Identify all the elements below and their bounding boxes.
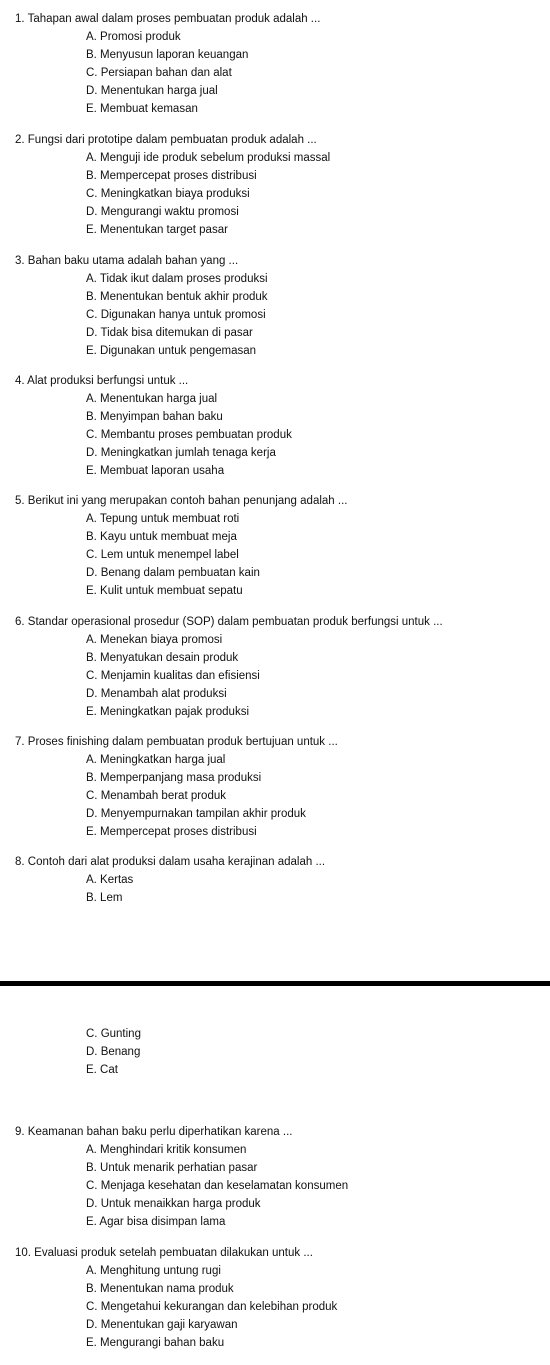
answer-option: A. Meningkatkan harga jual bbox=[86, 754, 226, 766]
answer-option: B. Lem bbox=[86, 892, 123, 904]
answer-option: D. Menentukan harga jual bbox=[86, 85, 218, 97]
answer-option: A. Tepung untuk membuat roti bbox=[86, 513, 240, 525]
question-text: 3. Bahan baku utama adalah bahan yang ... bbox=[15, 255, 239, 267]
answer-option: B. Menyatukan desain produk bbox=[86, 652, 239, 664]
answer-option: C. Menjaga kesehatan dan keselamatan konsumen bbox=[86, 1180, 349, 1192]
answer-option: A. Tidak ikut dalam proses produksi bbox=[86, 273, 268, 285]
answer-option: D. Meningkatkan jumlah tenaga kerja bbox=[86, 447, 276, 459]
answer-option: A. Menghitung untung rugi bbox=[86, 1265, 221, 1277]
answer-option: E. Meningkatkan pajak produksi bbox=[86, 706, 250, 718]
answer-option: C. Mengetahui kekurangan dan kelebihan produk bbox=[86, 1301, 338, 1313]
answer-option: C. Lem untuk menempel label bbox=[86, 549, 239, 561]
answer-option: B. Memperpanjang masa produksi bbox=[86, 772, 262, 784]
answer-option: E. Mempercepat proses distribusi bbox=[86, 826, 257, 838]
question-block bbox=[0, 733, 550, 841]
answer-option: A. Promosi produk bbox=[86, 31, 181, 43]
question-text: 9. Keamanan bahan baku perlu diperhatikan karena ... bbox=[15, 1126, 293, 1138]
question-block-continued bbox=[0, 1025, 550, 1079]
question-text: 1. Tahapan awal dalam proses pembuatan produk adalah ... bbox=[15, 13, 321, 25]
answer-option: D. Menyempurnakan tampilan akhir produk bbox=[86, 808, 306, 820]
question-block bbox=[0, 131, 550, 239]
answer-option: C. Meningkatkan biaya produksi bbox=[86, 188, 250, 200]
question-text: 6. Standar operasional prosedur (SOP) dalam pembuatan produk berfungsi untuk ... bbox=[15, 616, 443, 628]
question-text: 8. Contoh dari alat produksi dalam usaha kerajinan adalah ... bbox=[15, 856, 326, 868]
answer-option: B. Menyusun laporan keuangan bbox=[86, 49, 249, 61]
answer-option: D. Menambah alat produksi bbox=[86, 688, 227, 700]
question-text: 10. Evaluasi produk setelah pembuatan dilakukan untuk ... bbox=[15, 1247, 313, 1259]
answer-option: D. Benang bbox=[86, 1046, 141, 1058]
question-block bbox=[0, 853, 550, 907]
question-block bbox=[0, 252, 550, 360]
answer-option: A. Menekan biaya promosi bbox=[86, 634, 223, 646]
answer-option: C. Menambah berat produk bbox=[86, 790, 226, 802]
answer-option: C. Membantu proses pembuatan produk bbox=[86, 429, 292, 441]
answer-option: E. Digunakan untuk pengemasan bbox=[86, 345, 257, 357]
question-text: 7. Proses finishing dalam pembuatan produk bertujuan untuk ... bbox=[15, 736, 338, 748]
question-text: 5. Berikut ini yang merupakan contoh bahan penunjang adalah ... bbox=[15, 495, 348, 507]
answer-option: E. Agar bisa disimpan lama bbox=[86, 1216, 226, 1228]
answer-option: A. Menguji ide produk sebelum produksi massal bbox=[86, 152, 331, 164]
answer-option: A. Kertas bbox=[86, 874, 134, 886]
question-text: 4. Alat produksi berfungsi untuk ... bbox=[15, 375, 189, 387]
answer-option: A. Menentukan harga jual bbox=[86, 393, 218, 405]
answer-option: B. Menentukan nama produk bbox=[86, 1283, 234, 1295]
answer-option: A. Menghindari kritik konsumen bbox=[86, 1144, 247, 1156]
answer-option: C. Persiapan bahan dan alat bbox=[86, 67, 232, 79]
answer-option: B. Mempercepat proses distribusi bbox=[86, 170, 257, 182]
answer-option: E. Membuat laporan usaha bbox=[86, 465, 225, 477]
answer-option: E. Mengurangi bahan baku bbox=[86, 1337, 225, 1349]
answer-option: E. Kulit untuk membuat sepatu bbox=[86, 585, 243, 597]
answer-option: B. Untuk menarik perhatian pasar bbox=[86, 1162, 258, 1174]
question-block bbox=[0, 613, 550, 721]
answer-option: E. Menentukan target pasar bbox=[86, 224, 228, 236]
question-block bbox=[0, 1123, 550, 1231]
question-block bbox=[0, 1244, 550, 1352]
answer-option: D. Benang dalam pembuatan kain bbox=[86, 567, 260, 579]
answer-option: E. Cat bbox=[86, 1064, 118, 1076]
answer-option: B. Kayu untuk membuat meja bbox=[86, 531, 237, 543]
question-block bbox=[0, 492, 550, 600]
answer-option: E. Membuat kemasan bbox=[86, 103, 198, 115]
answer-option: C. Gunting bbox=[86, 1028, 141, 1040]
question-text: 2. Fungsi dari prototipe dalam pembuatan produk adalah ... bbox=[15, 134, 317, 146]
answer-option: B. Menentukan bentuk akhir produk bbox=[86, 291, 268, 303]
question-block bbox=[0, 10, 550, 118]
answer-option: D. Mengurangi waktu promosi bbox=[86, 206, 239, 218]
answer-option: B. Menyimpan bahan baku bbox=[86, 411, 223, 423]
answer-option: C. Digunakan hanya untuk promosi bbox=[86, 309, 266, 321]
answer-option: D. Untuk menaikkan harga produk bbox=[86, 1198, 261, 1210]
answer-option: D. Menentukan gaji karyawan bbox=[86, 1319, 238, 1331]
question-block bbox=[0, 372, 550, 480]
answer-option: C. Menjamin kualitas dan efisiensi bbox=[86, 670, 260, 682]
page-break-divider bbox=[0, 981, 550, 986]
answer-option: D. Tidak bisa ditemukan di pasar bbox=[86, 327, 253, 339]
